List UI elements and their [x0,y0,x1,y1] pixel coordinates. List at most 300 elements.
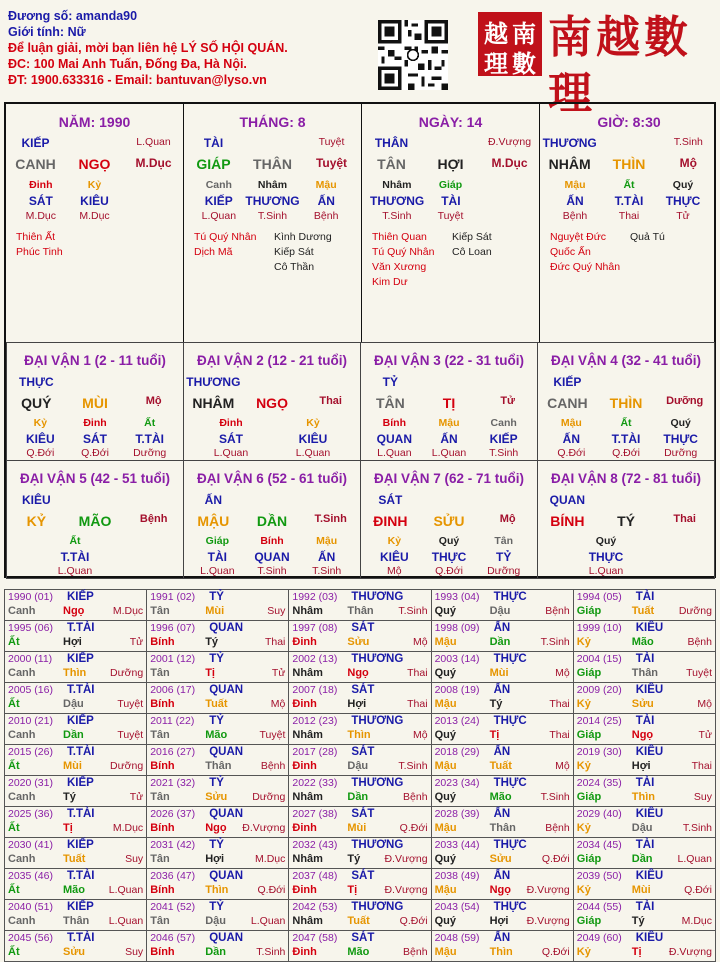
pillar-god-row [362,136,539,150]
year-god: KIẾP [67,715,94,727]
year-cell-content [289,683,430,713]
year-chi: Ngọ [347,667,369,679]
year-chi: Thìn [63,667,87,679]
year-status: Đ.Vượng [526,915,570,927]
dai-van-6 [183,460,361,579]
hidden-stem: Kỷ [33,417,48,429]
year-label: 2023 (34) [434,777,480,789]
dai-van-3 [360,342,538,461]
year-god: TÀI [635,653,655,665]
year-can: Kỷ [576,822,591,834]
dai-van-god-row [184,493,360,507]
year-cell [573,838,715,869]
dai-van-title: ĐẠI VẬN 2 (12 - 21 tuổi) [196,353,348,368]
year-cell-content [5,590,146,620]
hidden-status: Dưỡng [487,565,521,577]
year-can: Kỷ [576,760,591,772]
year-label: 2044 (55) [576,901,622,913]
year-can: Bính [150,884,175,896]
year-row [5,683,716,714]
year-cell-content [574,590,715,620]
year-status: Thai [549,698,570,710]
year-label: 2007 (18) [292,684,338,696]
spacer [655,493,714,507]
star-item: Kình Dương [274,231,332,243]
year-cell [431,931,573,962]
dai-van-hidden-status [184,565,360,577]
year-cell-content [289,745,430,775]
hidden-stem: Đinh [219,417,243,429]
year-cell-content [289,652,430,682]
year-cell-content [432,745,573,775]
year-can: Mậu [434,946,457,958]
dai-van-hidden-gods [184,550,360,564]
year-chi: Tị [63,822,73,834]
year-status: T.Sinh [540,791,570,803]
dai-van-hidden-gods [7,432,183,446]
year-label: 2039 (50) [576,870,622,882]
year-cell [289,869,431,900]
year-can: Kỷ [576,946,591,958]
hidden-god: QUAN [376,432,412,446]
year-god: ẤN [493,932,511,944]
year-cell [289,714,431,745]
year-status: Thai [264,636,286,648]
year-row [5,714,716,745]
year-label: 2025 (36) [8,808,53,820]
year-row [5,869,716,900]
pillar-god-row [540,136,718,150]
year-label: 2021 (32) [150,777,196,789]
year-can: Canh [8,605,36,617]
year-god: THỰC [493,715,527,727]
year-cell-content [147,683,288,713]
year-can: Đinh [292,946,317,958]
year-cell-content [5,838,146,868]
year-cell [431,838,573,869]
dai-van-hidden-gods [361,550,537,564]
year-status: Đ.Vượng [384,884,428,896]
dai-van-8 [537,460,715,579]
year-can: Đinh [292,822,317,834]
year-chi: Thìn [205,884,229,896]
pillar-title: NGÀY: 14 [418,114,483,130]
hidden-status: Q.Đới [612,447,640,459]
year-can: Mậu [434,698,457,710]
year-label: 2020 (31) [8,777,53,789]
year-cell [573,900,715,931]
hidden-stem: Bính [382,417,406,429]
dai-van-chi: SỬU [433,513,465,529]
year-chi: Hợi [347,698,367,710]
year-chi: Tý [347,853,361,865]
pillar-canchi-row [184,156,361,172]
star-item: Nguyệt Đức [550,231,607,243]
dai-van-hidden-status [7,447,183,459]
year-cell-content [5,621,146,651]
year-cell [289,900,431,931]
year-cell [147,900,289,931]
year-label: 1996 (07) [150,622,196,634]
year-status: T.Sinh [256,946,286,958]
year-can: Mậu [434,636,457,648]
dai-van-chi: TÝ [617,513,635,529]
year-god: T.TÀI [67,932,95,944]
pillar-god-status: L.Quan [136,136,171,148]
year-can: Ất [8,884,20,896]
dai-van-god-row [361,493,537,507]
year-god: THƯƠNG [351,839,404,851]
year-label: 2046 (57) [150,932,196,944]
pillar-hidden-stems [6,179,183,191]
dai-van-hidden-stems [7,535,183,547]
dai-van-canchi [538,395,714,411]
hidden-god: THỰC [663,432,698,446]
year-cell [431,714,573,745]
dai-van-hidden-stems [538,417,714,429]
year-cell [5,807,147,838]
year-status: Suy [693,791,712,803]
year-cell-content [432,776,573,806]
pillar-title: NĂM: 1990 [58,114,131,130]
dai-van-chi: NGỌ [256,395,288,411]
hidden-stem: Ất [620,417,632,429]
year-god: QUAN [209,684,244,696]
pillar-chi-status: Mộ [679,156,697,170]
star-item: Kim Dư [372,276,408,288]
year-can: Kỷ [576,636,591,648]
hidden-god: KIÊU [380,550,409,564]
year-chi: Sửu [205,791,228,803]
year-cell [147,683,289,714]
year-can: Bính [150,946,175,958]
hidden-god: KIÊU [298,432,328,446]
year-status: Thai [407,698,428,710]
year-cell-content [289,900,430,930]
pillar-god: TÀI [203,136,224,150]
year-status: Bệnh [545,822,570,834]
year-status: T.Sinh [398,760,428,772]
year-can: Nhâm [292,605,323,617]
year-label: 2033 (44) [434,839,480,851]
dai-van-status: Dưỡng [666,395,704,407]
dai-van-hidden-gods [7,550,183,564]
hidden-god: TỶ [496,550,512,564]
year-can: Canh [8,667,36,679]
year-status: Dưỡng [252,791,286,803]
year-can: Nhâm [292,791,323,803]
year-row [5,745,716,776]
year-label: 2000 (11) [8,653,53,665]
dai-van-can: ĐINH [373,513,408,529]
year-cell-content [5,745,146,775]
year-chi: Tị [205,667,215,679]
year-cell [147,838,289,869]
year-chi: Mùi [63,760,82,772]
hidden-stem: Quý [670,417,691,429]
dai-van-hidden-gods [361,432,537,446]
pillar-chi-status: M.Dục [135,156,172,170]
year-chi: Mão [347,946,370,958]
year-status: Dưỡng [110,667,144,679]
pillar-1 [6,104,184,342]
pillar-3 [362,104,540,342]
dai-van-hidden-stems [361,535,537,547]
year-cell-content [432,652,573,682]
pillar-stars-right [630,230,665,245]
year-cell [5,869,147,900]
year-cell [289,931,431,962]
gioi-tinh: Giới tính: Nữ [8,25,86,39]
dai-van-5 [6,460,184,579]
year-cell-content [432,931,573,961]
year-cell [147,652,289,683]
year-chi: Thân [205,760,232,772]
year-label: 2028 (39) [434,808,480,820]
hidden-stem: Tân [494,535,514,547]
year-cell [5,652,147,683]
year-god: QUAN [209,808,244,820]
year-cell-content [5,776,146,806]
year-can: Tân [150,605,170,617]
year-status: Thai [407,667,428,679]
star-item: Tú Quý Nhân [372,246,435,258]
year-chi: Thìn [631,791,655,803]
dai-van-title: ĐẠI VẬN 1 (2 - 11 tuổi) [24,353,166,368]
year-can: Bính [150,636,175,648]
year-status: Tuyệt [259,729,286,741]
year-status: T.Sinh [540,636,570,648]
pillar-hidden-stems [540,179,718,191]
year-chi: Tý [489,698,503,710]
year-cell [289,621,431,652]
hidden-status: M.Dục [25,210,56,222]
seal-char-1: 越 [484,19,508,48]
year-chi: Dần [631,853,653,865]
year-god: ẤN [493,746,511,758]
year-god: TỶ [209,839,224,851]
dai-van-canchi [7,395,183,411]
hidden-status: L.Quan [201,210,237,222]
pillar-chi-status: Tuyệt [315,156,348,170]
dai-van-can: QUÝ [21,395,52,411]
year-cell-content [5,807,146,837]
year-label: 2006 (17) [150,684,196,696]
year-chi: Tuất [631,605,655,617]
dai-van-god: SÁT [378,493,403,507]
year-label: 2019 (30) [576,746,622,758]
year-chi: Mùi [489,667,509,679]
year-god: KIẾP [67,901,94,913]
year-label: 2011 (22) [150,715,195,727]
year-status: L.Quan [250,915,286,927]
year-label: 2017 (28) [292,746,338,758]
dai-van-hidden-status [538,565,714,577]
star-item: Đức Quý Nhân [550,261,621,273]
year-god: KIÊU [635,932,664,944]
star-item: Cô Loan [452,246,492,258]
year-status: Suy [125,853,144,865]
hidden-god: ẤN [318,550,336,564]
dai-van-hidden-status [538,447,714,459]
hidden-stem: Mậu [560,417,582,429]
year-cell [573,621,715,652]
year-can: Quý [434,853,456,865]
year-god: ẤN [493,808,511,820]
dai-van-god: ẤN [204,493,222,507]
hidden-god: KIẾP [489,432,518,446]
dai-van-status: Bệnh [139,513,168,525]
year-status: Đ.Vượng [668,946,712,958]
dai-van-title: ĐẠI VẬN 8 (72 - 81 tuổi) [550,471,702,486]
year-can: Nhâm [292,729,323,741]
hidden-god: TÀI [207,550,227,564]
hidden-god: T.TÀI [60,550,90,564]
year-chi: Dậu [489,605,511,617]
dai-van-god: THỰC [19,375,54,389]
dai-van-canchi [184,513,360,529]
seal-char-3: 理 [484,49,508,78]
pillar-4 [540,104,718,342]
pillar-title: THÁNG: 8 [239,114,306,130]
year-status: L.Quan [108,884,144,896]
hidden-god: ẤN [562,432,580,446]
spacer [477,179,531,191]
year-cell-content [432,900,573,930]
hidden-status: L.Quan [200,565,235,577]
pillar-stars-right [274,230,332,275]
pillar-hidden-stems [184,179,361,191]
hidden-status: Q.Đới [26,447,55,459]
year-cell [5,745,147,776]
dai-van-god: TỶ [382,375,398,389]
year-god: T.TÀI [67,746,95,758]
year-cell-content [147,652,288,682]
hidden-stem: Nhâm [382,179,412,191]
hidden-god: SÁT [219,432,243,446]
address-line: ĐC: 100 Mai Anh Tuấn, Đống Đa, Hà Nội. [8,57,247,71]
year-status: Tử [271,667,286,679]
year-god: QUAN [209,870,244,882]
year-chi: Mão [205,729,228,741]
year-can: Giáp [576,605,602,617]
hidden-stem: Kỷ [387,535,402,547]
qr-code-icon[interactable] [378,20,448,90]
year-cell-content [147,621,288,651]
dai-van-hidden-status [7,565,183,577]
year-label: 2024 (35) [576,777,622,789]
hidden-stem: Canh [490,417,517,429]
year-label: 2031 (42) [150,839,196,851]
year-cell-content [574,900,715,930]
year-chi: Mão [63,884,85,896]
spacer [420,375,479,389]
year-god: THỰC [493,653,527,665]
year-cell-content [5,652,146,682]
pillar-canchi-row [362,156,539,172]
spacer [421,136,480,150]
hidden-god: TÀI [441,194,461,208]
year-label: 2045 (56) [8,932,53,944]
spacer [597,493,656,507]
year-chi: Mùi [631,884,651,896]
spacer [597,375,656,389]
year-cell [573,931,715,962]
star-item: Thiên Ất [16,231,56,243]
year-chi: Mão [631,636,654,648]
year-god: THỰC [493,839,527,851]
year-chi: Hợi [63,636,82,648]
year-cell [5,838,147,869]
year-can: Tân [150,667,170,679]
logo-seal-icon [478,12,542,76]
year-chi: Hợi [489,915,509,927]
year-status: Tử [698,729,712,741]
year-chi: Hợi [631,760,651,772]
dai-van-canchi [361,513,537,529]
year-cell [289,683,431,714]
year-cell [289,590,431,621]
pillar-god: THÂN [374,136,409,150]
year-can: Quý [434,605,456,617]
hidden-god: ẤN [440,432,458,446]
year-god: KIÊU [635,746,664,758]
pillar-hidden-gods [6,194,183,208]
hidden-stem: Quý [595,535,617,547]
dai-van-hidden-gods [184,432,360,446]
year-god: TỶ [209,901,224,913]
hidden-stem: Quý [672,179,694,191]
year-cell-content [289,807,430,837]
hidden-god: T.TÀI [135,432,165,446]
year-cell-content [432,807,573,837]
year-can: Mậu [434,822,457,834]
year-status: Tuyệt [117,698,144,710]
year-status: Mộ [412,729,428,741]
hidden-god: THƯƠNG [370,194,425,208]
year-status: Q.Đới [541,853,570,865]
dai-van-can: BÍNH [550,513,585,529]
year-status: Mộ [555,760,570,772]
year-god: T.TÀI [67,622,95,634]
year-cell [431,652,573,683]
dai-van-title: ĐẠI VẬN 7 (62 - 71 tuổi) [373,471,525,486]
year-cell [289,652,431,683]
year-status: Đ.Vượng [384,853,428,865]
dai-van-status: Mộ [145,395,162,407]
year-god: KIÊU [635,870,664,882]
year-status: Q.Đới [399,822,428,834]
spacer [599,136,658,150]
year-label: 2004 (15) [576,653,622,665]
dai-van-god-row [184,375,360,389]
hidden-status: L.Quan [431,447,467,459]
hidden-stem: Kỷ [87,179,102,191]
year-chi: Tuất [347,915,370,927]
year-label: 2002 (13) [292,653,338,665]
pillar-chi-status: M.Dục [491,156,528,170]
dai-van-hidden-stems [184,417,360,429]
year-label: 1990 (01) [8,591,53,603]
year-god: TỶ [209,715,224,727]
hidden-stem: Quý [438,535,460,547]
year-status: Mộ [697,698,712,710]
year-god: KIẾP [67,591,94,603]
star-item: Văn Xương [372,261,427,273]
year-label: 2043 (54) [434,901,480,913]
year-cell-content [574,745,715,775]
year-god: TÀI [635,715,655,727]
